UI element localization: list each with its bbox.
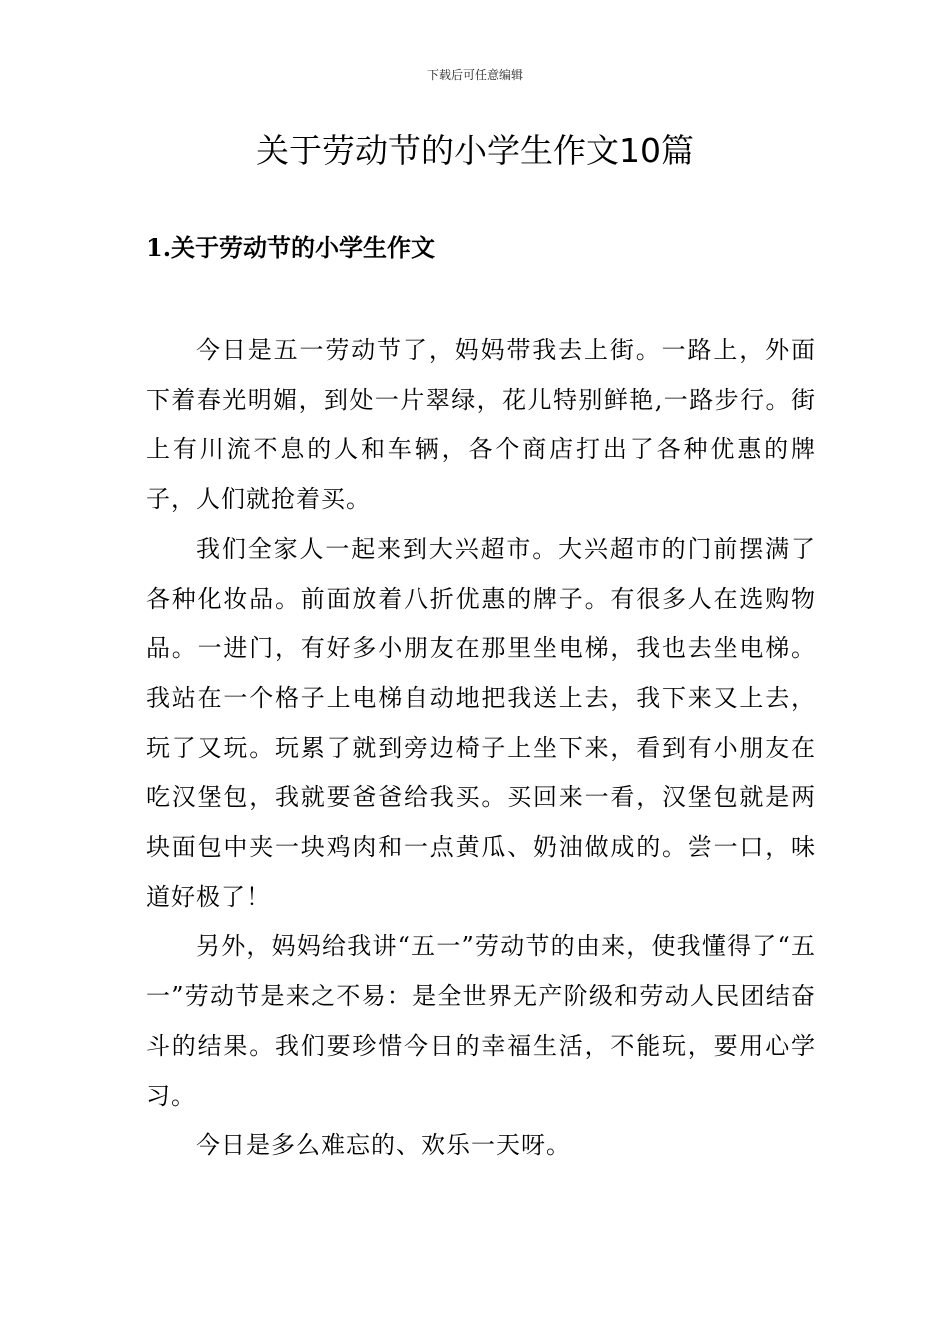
paragraph: 今日是多么难忘的、欢乐一天呀。 [196,1131,571,1160]
document-title: 关于劳动节的小学生作文10篇 [256,131,694,170]
paragraph: 另外，妈妈给我讲“五一”劳动节的由来，使我懂得了“五一”劳动节是来之不易：是全世界无产阶级和劳动人民团结奋斗的结果。我们要珍惜今日的幸福生活，不能玩，要用心学习。 [146,932,816,1110]
header-note: 下载后可任意编辑 [426,68,523,82]
paragraph: 今日是五一劳动节了，妈妈带我去上街。一路上，外面下着春光明媚，到处一片翠绿，花儿特别鲜艳,一路步行。街上有川流不息的人和车辆，各个商店打出了各种优惠的牌子，人们就抢着买。 [146,336,816,514]
article-body [146,326,816,1171]
section-heading: 1.关于劳动节的小学生作文 [146,233,436,262]
paragraph: 我们全家人一起来到大兴超市。大兴超市的门前摆满了各种化妆品。前面放着八折优惠的牌子。有很多人在选购物品。一进门，有好多小朋友在那里坐电梯，我也去坐电梯。我站在一个格子上电梯自动地把我送上去，我下来又上去，玩了又玩。玩累了就到旁边椅子上坐下来，看到有小朋友在吃汉堡包，我就要爸爸给我买。买回来一看，汉堡包就是两块面包中夹一块鸡肉和一点黄瓜、奶油做成的。尝一口，味道好极了！ [146,534,816,911]
